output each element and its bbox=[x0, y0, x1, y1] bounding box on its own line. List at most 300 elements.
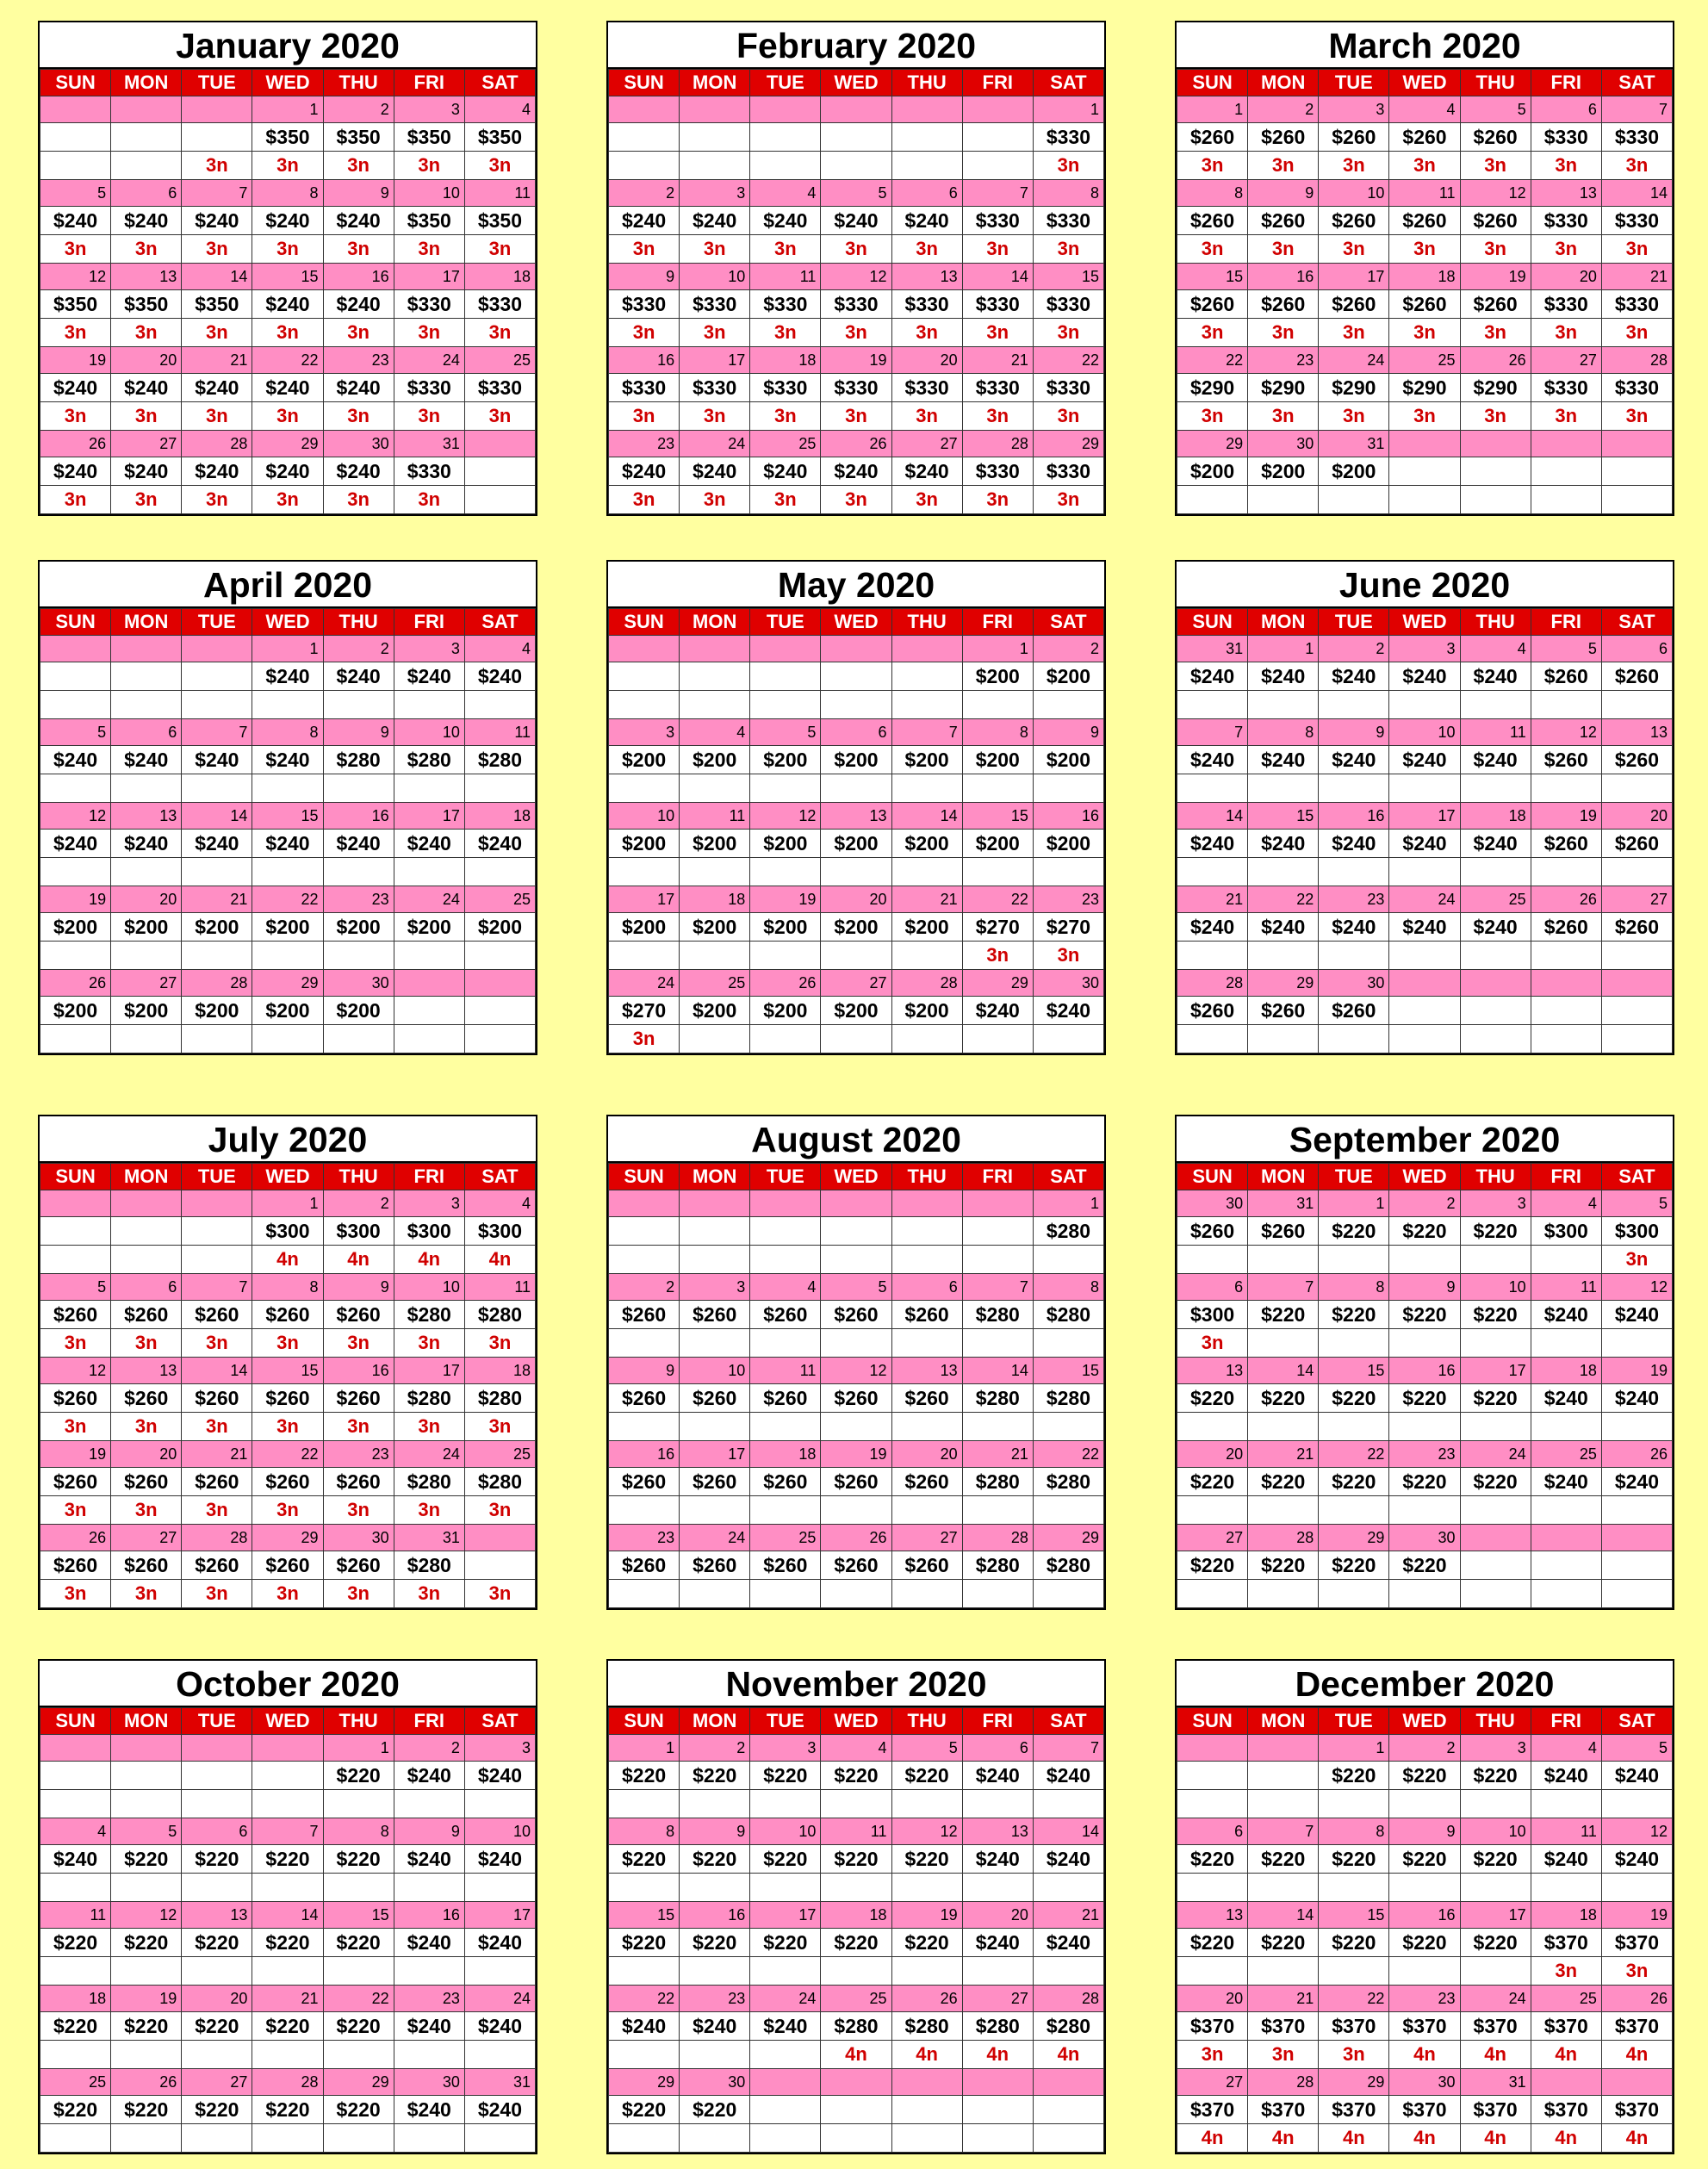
nightly-price: $220 bbox=[1319, 1217, 1389, 1246]
day-number bbox=[750, 1190, 821, 1217]
nightly-price bbox=[750, 1217, 821, 1246]
price-row bbox=[609, 1551, 1104, 1580]
min-nights bbox=[1531, 691, 1601, 719]
night-row bbox=[609, 2041, 1104, 2069]
min-nights: 3n bbox=[891, 486, 962, 514]
day-number: 7 bbox=[252, 1818, 323, 1845]
day-number: 26 bbox=[1531, 886, 1601, 913]
min-nights bbox=[40, 1874, 111, 1902]
day-number: 23 bbox=[1248, 347, 1319, 374]
day-number: 10 bbox=[609, 803, 680, 830]
day-number: 4 bbox=[464, 1190, 535, 1217]
weekday-header-row bbox=[40, 1164, 536, 1190]
nightly-price: $200 bbox=[111, 913, 182, 942]
nightly-price: $220 bbox=[1460, 1301, 1531, 1329]
nightly-price: $220 bbox=[252, 1845, 323, 1874]
day-number: 30 bbox=[323, 431, 394, 457]
min-nights bbox=[1460, 1246, 1531, 1274]
day-number: 11 bbox=[1531, 1818, 1601, 1845]
day-number: 28 bbox=[182, 970, 252, 997]
day-number: 17 bbox=[394, 264, 464, 290]
min-nights: 3n bbox=[1177, 1329, 1248, 1358]
min-nights bbox=[1601, 1496, 1672, 1525]
day-number bbox=[891, 2069, 962, 2096]
min-nights bbox=[1460, 1496, 1531, 1525]
day-number: 26 bbox=[40, 970, 111, 997]
nightly-price: $200 bbox=[962, 662, 1033, 691]
nightly-price: $260 bbox=[40, 1468, 111, 1496]
nightly-price: $240 bbox=[1460, 913, 1531, 942]
min-nights: 3n bbox=[821, 319, 891, 347]
nightly-price: $300 bbox=[1601, 1217, 1672, 1246]
nightly-price: $240 bbox=[1389, 913, 1460, 942]
min-nights bbox=[962, 1580, 1033, 1608]
day-number: 3 bbox=[394, 1190, 464, 1217]
month-calendar bbox=[1175, 560, 1674, 1055]
min-nights bbox=[1601, 1580, 1672, 1608]
price-row bbox=[609, 830, 1104, 858]
min-nights bbox=[40, 942, 111, 970]
day-number bbox=[1460, 1525, 1531, 1551]
day-number: 12 bbox=[821, 264, 891, 290]
day-number: 22 bbox=[323, 1986, 394, 2012]
min-nights: 4n bbox=[1460, 2041, 1531, 2069]
day-number: 18 bbox=[821, 1902, 891, 1929]
weekday-label: WED bbox=[252, 609, 323, 636]
nightly-price: $240 bbox=[464, 1845, 535, 1874]
nightly-price: $240 bbox=[323, 830, 394, 858]
min-nights bbox=[111, 942, 182, 970]
nightly-price: $220 bbox=[111, 2012, 182, 2041]
night-row bbox=[609, 858, 1104, 886]
min-nights: 3n bbox=[609, 1025, 680, 1053]
day-number: 6 bbox=[182, 1818, 252, 1845]
nightly-price: $240 bbox=[962, 1929, 1033, 1957]
nightly-price: $220 bbox=[821, 1762, 891, 1790]
nightly-price: $280 bbox=[394, 1384, 464, 1413]
day-number: 3 bbox=[609, 719, 680, 746]
day-number: 9 bbox=[323, 180, 394, 207]
weekday-label: SUN bbox=[1177, 1708, 1248, 1735]
day-number: 20 bbox=[1177, 1441, 1248, 1468]
weekday-label: THU bbox=[1460, 609, 1531, 636]
min-nights: 3n bbox=[111, 486, 182, 514]
night-row bbox=[609, 152, 1104, 180]
nightly-price: $280 bbox=[464, 746, 535, 774]
min-nights bbox=[111, 774, 182, 803]
weekday-label: TUE bbox=[182, 609, 252, 636]
nightly-price: $240 bbox=[40, 746, 111, 774]
min-nights bbox=[1389, 1413, 1460, 1441]
nightly-price: $200 bbox=[323, 997, 394, 1025]
day-number: 28 bbox=[182, 431, 252, 457]
day-number: 27 bbox=[891, 431, 962, 457]
nightly-price: $220 bbox=[323, 2012, 394, 2041]
min-nights bbox=[111, 2041, 182, 2069]
day-number: 13 bbox=[962, 1818, 1033, 1845]
day-number bbox=[1248, 1735, 1319, 1762]
weekday-label: SUN bbox=[609, 1708, 680, 1735]
day-number: 4 bbox=[821, 1735, 891, 1762]
min-nights bbox=[182, 774, 252, 803]
day-row bbox=[40, 96, 536, 123]
nightly-price: $220 bbox=[680, 1845, 750, 1874]
min-nights bbox=[609, 1874, 680, 1902]
min-nights bbox=[1601, 1790, 1672, 1818]
weekday-label: FRI bbox=[1531, 70, 1601, 96]
nightly-price: $220 bbox=[1460, 1468, 1531, 1496]
min-nights bbox=[891, 1874, 962, 1902]
day-number: 14 bbox=[182, 803, 252, 830]
nightly-price: $220 bbox=[1319, 1762, 1389, 1790]
min-nights bbox=[1033, 2124, 1103, 2153]
day-row bbox=[609, 1274, 1104, 1301]
min-nights bbox=[750, 1874, 821, 1902]
min-nights bbox=[323, 774, 394, 803]
day-row bbox=[1177, 636, 1673, 662]
min-nights bbox=[891, 1246, 962, 1274]
nightly-price: $260 bbox=[1389, 123, 1460, 152]
nightly-price: $220 bbox=[891, 1762, 962, 1790]
nightly-price bbox=[891, 662, 962, 691]
min-nights bbox=[1531, 858, 1601, 886]
day-number: 29 bbox=[1177, 431, 1248, 457]
nightly-price: $240 bbox=[323, 662, 394, 691]
nightly-price: $290 bbox=[1319, 374, 1389, 402]
min-nights bbox=[1248, 1246, 1319, 1274]
nightly-price: $260 bbox=[1248, 1217, 1319, 1246]
nightly-price: $220 bbox=[182, 2096, 252, 2124]
nightly-price: $350 bbox=[252, 123, 323, 152]
min-nights: 3n bbox=[394, 402, 464, 431]
night-row bbox=[1177, 1025, 1673, 1053]
min-nights: 3n bbox=[394, 1580, 464, 1608]
price-row bbox=[1177, 1762, 1673, 1790]
min-nights bbox=[962, 152, 1033, 180]
nightly-price: $280 bbox=[1033, 2012, 1103, 2041]
day-number bbox=[821, 636, 891, 662]
min-nights bbox=[1319, 486, 1389, 514]
nightly-price bbox=[111, 1762, 182, 1790]
weekday-label: MON bbox=[680, 1708, 750, 1735]
day-number: 2 bbox=[1389, 1735, 1460, 1762]
nightly-price: $240 bbox=[464, 662, 535, 691]
day-number: 28 bbox=[1033, 1986, 1103, 2012]
min-nights bbox=[40, 2041, 111, 2069]
day-row bbox=[40, 347, 536, 374]
day-number: 4 bbox=[40, 1818, 111, 1845]
nightly-price bbox=[182, 662, 252, 691]
price-row bbox=[1177, 207, 1673, 235]
nightly-price: $240 bbox=[1460, 662, 1531, 691]
nightly-price: $280 bbox=[1033, 1468, 1103, 1496]
min-nights bbox=[394, 858, 464, 886]
weekday-label: WED bbox=[1389, 1164, 1460, 1190]
nightly-price: $240 bbox=[182, 207, 252, 235]
price-row bbox=[609, 1384, 1104, 1413]
nightly-price: $240 bbox=[1177, 662, 1248, 691]
nightly-price: $260 bbox=[40, 1301, 111, 1329]
min-nights: 3n bbox=[1389, 235, 1460, 264]
min-nights bbox=[680, 858, 750, 886]
day-number bbox=[464, 1525, 535, 1551]
day-row bbox=[609, 1902, 1104, 1929]
day-row bbox=[1177, 347, 1673, 374]
night-row bbox=[40, 1790, 536, 1818]
day-number: 17 bbox=[680, 1441, 750, 1468]
nightly-price: $260 bbox=[252, 1384, 323, 1413]
min-nights bbox=[1389, 858, 1460, 886]
day-number: 3 bbox=[1460, 1190, 1531, 1217]
night-row bbox=[1177, 1329, 1673, 1358]
day-row bbox=[1177, 1190, 1673, 1217]
nightly-price: $200 bbox=[962, 746, 1033, 774]
nightly-price: $220 bbox=[323, 1929, 394, 1957]
min-nights bbox=[1033, 1580, 1103, 1608]
min-nights: 3n bbox=[182, 402, 252, 431]
weekday-header-row bbox=[609, 1708, 1104, 1735]
min-nights bbox=[1177, 942, 1248, 970]
min-nights bbox=[1319, 774, 1389, 803]
day-number: 16 bbox=[323, 264, 394, 290]
nightly-price: $280 bbox=[464, 1468, 535, 1496]
nightly-price: $220 bbox=[252, 2012, 323, 2041]
nightly-price: $240 bbox=[1531, 1384, 1601, 1413]
min-nights: 3n bbox=[680, 486, 750, 514]
min-nights bbox=[1389, 1246, 1460, 1274]
nightly-price: $220 bbox=[609, 2096, 680, 2124]
weekday-label: THU bbox=[891, 70, 962, 96]
min-nights bbox=[1248, 1580, 1319, 1608]
min-nights bbox=[962, 1957, 1033, 1986]
nightly-price: $280 bbox=[962, 1468, 1033, 1496]
nightly-price: $200 bbox=[40, 997, 111, 1025]
day-number: 31 bbox=[1460, 2069, 1531, 2096]
nightly-price: $240 bbox=[323, 207, 394, 235]
nightly-price: $280 bbox=[962, 1301, 1033, 1329]
min-nights bbox=[891, 942, 962, 970]
day-number: 18 bbox=[464, 803, 535, 830]
nightly-price bbox=[40, 1217, 111, 1246]
nightly-price: $370 bbox=[1460, 2096, 1531, 2124]
weekday-label: THU bbox=[323, 609, 394, 636]
day-number: 5 bbox=[111, 1818, 182, 1845]
min-nights bbox=[1601, 858, 1672, 886]
price-row bbox=[1177, 830, 1673, 858]
nightly-price: $200 bbox=[891, 830, 962, 858]
day-number: 10 bbox=[464, 1818, 535, 1845]
day-number: 16 bbox=[1319, 803, 1389, 830]
min-nights bbox=[1531, 1025, 1601, 1053]
day-row bbox=[40, 1274, 536, 1301]
day-number: 21 bbox=[1033, 1902, 1103, 1929]
weekday-header-row bbox=[40, 70, 536, 96]
month-table bbox=[1177, 1707, 1673, 2153]
weekday-label: WED bbox=[1389, 609, 1460, 636]
night-row bbox=[609, 1580, 1104, 1608]
day-number: 29 bbox=[962, 970, 1033, 997]
min-nights: 3n bbox=[182, 152, 252, 180]
price-row bbox=[609, 457, 1104, 486]
day-row bbox=[40, 1902, 536, 1929]
nightly-price: $330 bbox=[394, 457, 464, 486]
nightly-price: $260 bbox=[891, 1468, 962, 1496]
nightly-price: $350 bbox=[464, 123, 535, 152]
min-nights: 3n bbox=[821, 235, 891, 264]
nightly-price: $240 bbox=[252, 207, 323, 235]
min-nights bbox=[1389, 1580, 1460, 1608]
nightly-price: $280 bbox=[394, 1468, 464, 1496]
nightly-price: $280 bbox=[891, 2012, 962, 2041]
day-number: 20 bbox=[182, 1986, 252, 2012]
nightly-price: $200 bbox=[40, 913, 111, 942]
nightly-price: $330 bbox=[1601, 207, 1672, 235]
min-nights bbox=[111, 1874, 182, 1902]
weekday-label: SAT bbox=[1033, 70, 1103, 96]
min-nights: 4n bbox=[1248, 2124, 1319, 2153]
price-row bbox=[40, 1762, 536, 1790]
nightly-price bbox=[680, 1217, 750, 1246]
day-number bbox=[111, 1735, 182, 1762]
min-nights bbox=[394, 1957, 464, 1986]
min-nights bbox=[1460, 486, 1531, 514]
min-nights: 3n bbox=[609, 319, 680, 347]
nightly-price: $240 bbox=[182, 830, 252, 858]
weekday-label: SUN bbox=[40, 1164, 111, 1190]
day-number: 19 bbox=[40, 347, 111, 374]
nightly-price bbox=[1389, 457, 1460, 486]
min-nights bbox=[111, 1790, 182, 1818]
min-nights bbox=[891, 1413, 962, 1441]
nightly-price bbox=[750, 2096, 821, 2124]
nightly-price: $240 bbox=[1531, 1845, 1601, 1874]
day-number bbox=[182, 1735, 252, 1762]
min-nights bbox=[1460, 1790, 1531, 1818]
day-number: 6 bbox=[111, 719, 182, 746]
weekday-label: TUE bbox=[750, 1164, 821, 1190]
min-nights bbox=[111, 858, 182, 886]
price-row bbox=[609, 374, 1104, 402]
min-nights: 3n bbox=[182, 1580, 252, 1608]
min-nights: 3n bbox=[1177, 402, 1248, 431]
day-number: 1 bbox=[962, 636, 1033, 662]
nightly-price: $260 bbox=[1601, 662, 1672, 691]
min-nights bbox=[609, 1246, 680, 1274]
nightly-price: $240 bbox=[962, 1845, 1033, 1874]
min-nights bbox=[680, 1957, 750, 1986]
nightly-price: $240 bbox=[464, 830, 535, 858]
day-number: 11 bbox=[1389, 180, 1460, 207]
min-nights: 3n bbox=[1248, 235, 1319, 264]
day-number: 9 bbox=[609, 1358, 680, 1384]
min-nights bbox=[962, 1413, 1033, 1441]
day-number bbox=[680, 96, 750, 123]
min-nights bbox=[1601, 774, 1672, 803]
nightly-price: $260 bbox=[1601, 913, 1672, 942]
day-row bbox=[1177, 264, 1673, 290]
nightly-price: $260 bbox=[680, 1384, 750, 1413]
weekday-header-row bbox=[609, 609, 1104, 636]
price-row bbox=[609, 997, 1104, 1025]
day-number: 12 bbox=[1460, 180, 1531, 207]
day-number bbox=[750, 2069, 821, 2096]
day-number: 11 bbox=[464, 180, 535, 207]
price-row bbox=[1177, 913, 1673, 942]
weekday-label: SAT bbox=[464, 609, 535, 636]
min-nights: 3n bbox=[464, 1329, 535, 1358]
day-row bbox=[1177, 886, 1673, 913]
nightly-price: $200 bbox=[182, 997, 252, 1025]
nightly-price: $240 bbox=[1460, 830, 1531, 858]
day-number: 30 bbox=[680, 2069, 750, 2096]
nightly-price: $260 bbox=[680, 1551, 750, 1580]
min-nights bbox=[609, 1580, 680, 1608]
day-number: 5 bbox=[1531, 636, 1601, 662]
min-nights bbox=[464, 942, 535, 970]
min-nights bbox=[182, 858, 252, 886]
price-row bbox=[40, 662, 536, 691]
nightly-price: $370 bbox=[1601, 1929, 1672, 1957]
night-row bbox=[1177, 774, 1673, 803]
min-nights bbox=[821, 1874, 891, 1902]
min-nights: 3n bbox=[1177, 235, 1248, 264]
min-nights bbox=[680, 1025, 750, 1053]
day-number: 3 bbox=[1389, 636, 1460, 662]
min-nights bbox=[821, 1329, 891, 1358]
day-number: 4 bbox=[1460, 636, 1531, 662]
min-nights bbox=[182, 2124, 252, 2153]
day-number: 4 bbox=[680, 719, 750, 746]
day-number: 5 bbox=[821, 1274, 891, 1301]
min-nights bbox=[1248, 942, 1319, 970]
night-row bbox=[1177, 402, 1673, 431]
weekday-label: SUN bbox=[40, 609, 111, 636]
min-nights bbox=[252, 2041, 323, 2069]
day-number: 22 bbox=[252, 1441, 323, 1468]
nightly-price bbox=[750, 123, 821, 152]
min-nights bbox=[40, 858, 111, 886]
nightly-price: $260 bbox=[750, 1301, 821, 1329]
nightly-price: $330 bbox=[1601, 290, 1672, 319]
weekday-label: MON bbox=[111, 1708, 182, 1735]
day-number: 7 bbox=[1248, 1274, 1319, 1301]
min-nights bbox=[750, 2124, 821, 2153]
min-nights bbox=[962, 1790, 1033, 1818]
nightly-price: $220 bbox=[1389, 1301, 1460, 1329]
min-nights bbox=[1033, 1329, 1103, 1358]
min-nights: 3n bbox=[962, 402, 1033, 431]
price-row bbox=[40, 2012, 536, 2041]
nightly-price: $240 bbox=[1389, 830, 1460, 858]
min-nights bbox=[1177, 1413, 1248, 1441]
day-number: 2 bbox=[680, 1735, 750, 1762]
min-nights bbox=[962, 1329, 1033, 1358]
day-row bbox=[609, 1818, 1104, 1845]
day-number: 25 bbox=[464, 1441, 535, 1468]
nightly-price: $330 bbox=[464, 374, 535, 402]
min-nights bbox=[1319, 1025, 1389, 1053]
min-nights bbox=[1389, 1329, 1460, 1358]
min-nights bbox=[40, 1025, 111, 1053]
nightly-price: $260 bbox=[609, 1468, 680, 1496]
day-number: 12 bbox=[40, 1358, 111, 1384]
nightly-price: $240 bbox=[1033, 1845, 1103, 1874]
nightly-price: $330 bbox=[1601, 374, 1672, 402]
day-number: 8 bbox=[1033, 1274, 1103, 1301]
day-number: 29 bbox=[1033, 1525, 1103, 1551]
day-number: 17 bbox=[394, 1358, 464, 1384]
weekday-label: THU bbox=[323, 1164, 394, 1190]
